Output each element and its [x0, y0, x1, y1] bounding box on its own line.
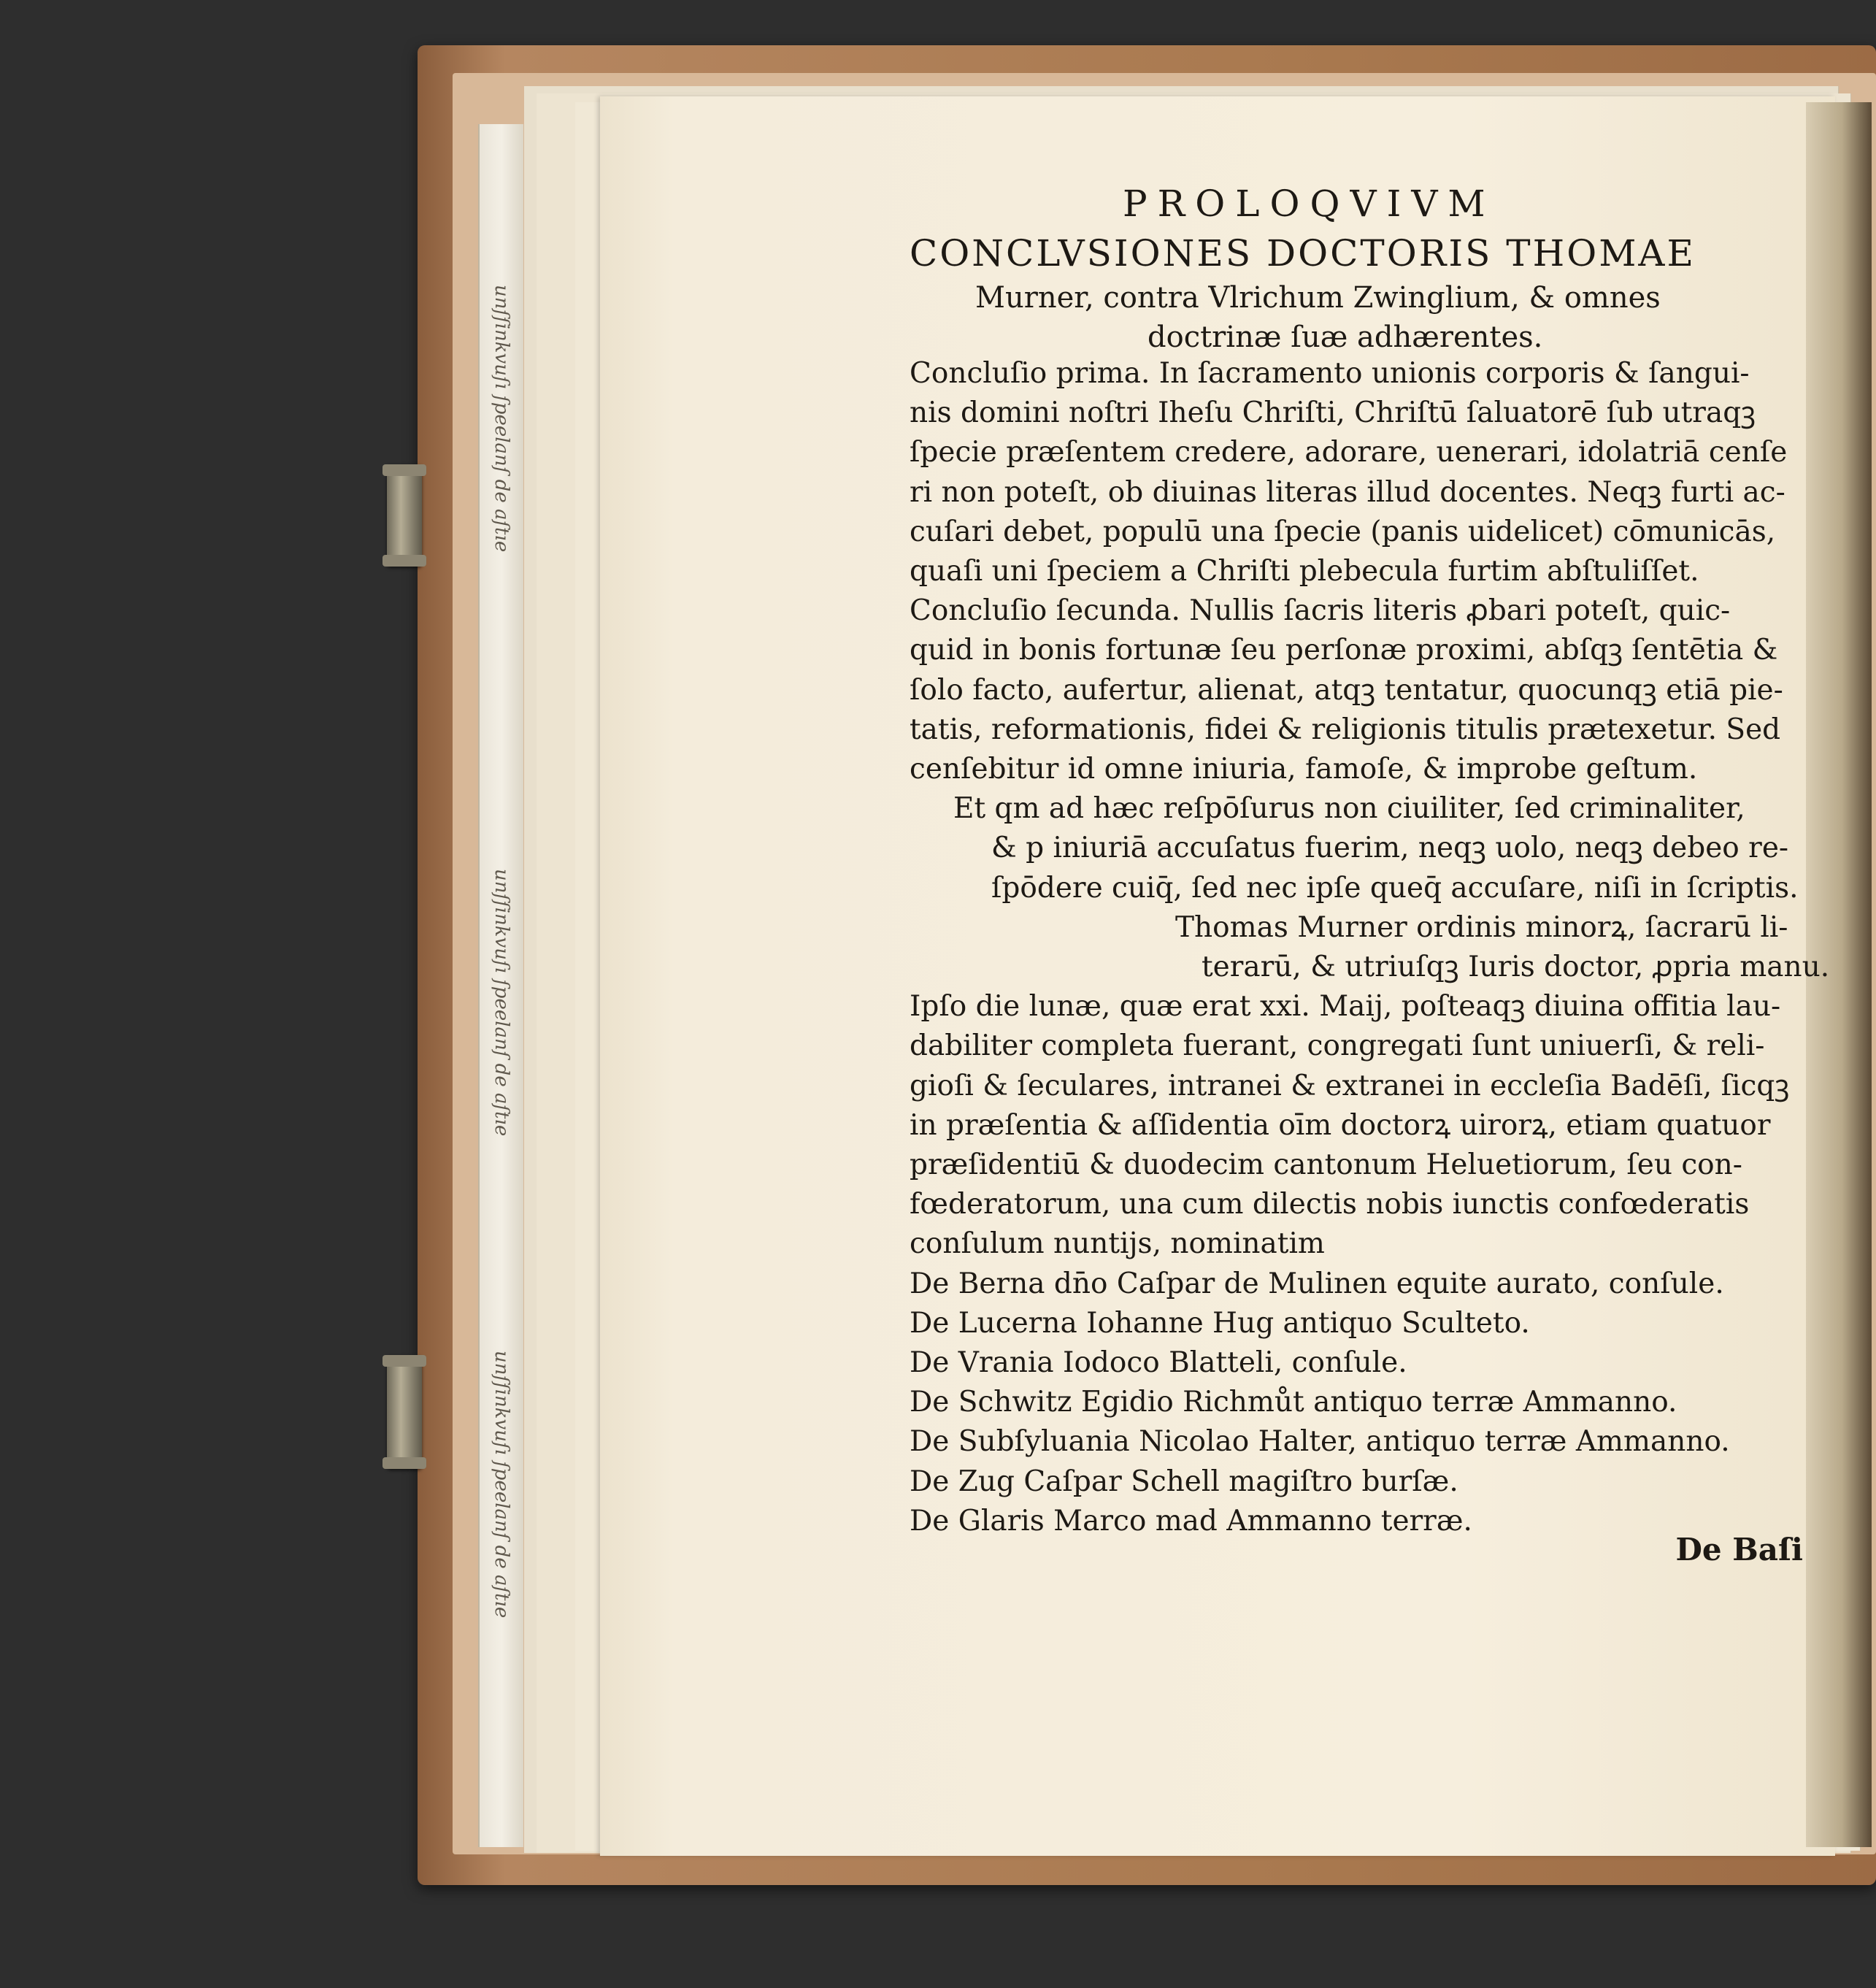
body-line: Concluſio ſecunda. Nullis ſacris literis ꝓbari poteſt, quic- [910, 594, 1731, 627]
body-line: cuſari debet, populū una ſpecie (panis uidelicet) cōmunicās, [910, 515, 1776, 548]
body-line: ſpōdere cuiq̄, ſed nec ipſe queq̄ accuſare, niſi in ſcriptis. [991, 872, 1799, 905]
body-line: ſolo facto, aufertur, alienat, atqꝫ tentatur, quocunqꝫ etiā pie- [910, 674, 1783, 707]
body-line: quaſi uni ſpeciem a Chriſti plebecula furtim abſtuliſſet. [910, 555, 1699, 588]
body-line: De Zug Caſpar Schell magiſtro burſæ. [910, 1465, 1458, 1498]
body-line: fœderatorum, una cum dilectis nobis iunctis confœderatis [910, 1188, 1750, 1221]
body-line: conſulum nuntijs, nominatim [910, 1227, 1325, 1260]
clasp-top [387, 464, 422, 567]
body-line: De Schwitz Egidio Richmůt antiquo terræ Ammanno. [910, 1386, 1677, 1419]
body-line: quid in bonis fortunæ ſeu perſonæ proximi, abſqꝫ ſentētia & [910, 634, 1778, 667]
spine-handwriting: unſſinkvuſı ſpeelanſ de aſtıe [491, 285, 512, 553]
body-line: in præſentia & aſſidentia oīm doctorꝝ uirorꝝ, etiam quatuor [910, 1109, 1771, 1142]
body-line: Concluſio prima. In ſacramento unionis corporis & ſangui- [910, 357, 1750, 390]
catchword: De Baſi [1675, 1532, 1803, 1567]
title-line: doctrinæ ſuæ adhærentes. [1147, 321, 1543, 354]
body-line: & p iniuriā accuſatus fuerim, neqꝫ uolo, neqꝫ debeo re- [991, 832, 1789, 864]
body-line: De Glaris Marco mad Ammanno terræ. [910, 1505, 1472, 1538]
body-line: De Berna dn̄o Caſpar de Mulinen equite aurato, conſule. [910, 1267, 1724, 1300]
body-line: Thomas Murner ordinis minorꝝ, ſacrarū li- [1175, 911, 1788, 944]
spine-handwriting: unſſinkvuſı ſpeelanſ de aſtıe [491, 869, 512, 1137]
body-line: gioſi & ſeculares, intranei & extranei in eccleſia Badēſi, ſicqꝫ [910, 1070, 1790, 1102]
body-line: De Lucerna Iohanne Hug antiquo Sculteto. [910, 1307, 1530, 1340]
body-line: ſpecie præſentem credere, adorare, uenerari, idolatriā cenſe [910, 436, 1788, 469]
body-line: cenſebitur id omne iniuria, famoſe, & improbe geſtum. [910, 753, 1698, 786]
body-line: præſidentiū & duodecim cantonum Heluetiorum, ſeu con- [910, 1148, 1742, 1181]
body-line: Ipſo die lunæ, quæ erat xxi. Maij, poſteaqꝫ diuina offitia lau- [910, 990, 1781, 1023]
clasp-bottom [387, 1355, 422, 1469]
body-line: dabiliter completa fuerant, congregati ſunt uniuerſi, & reli- [910, 1029, 1765, 1062]
body-line: ri non poteſt, ob diuinas literas illud docentes. Neqꝫ furti ac- [910, 476, 1785, 509]
body-line: De Vrania Iodoco Blatteli, conſule. [910, 1346, 1407, 1379]
body-line: nis domini noſtri Iheſu Chriſti, Chriſtū ſaluatorē ſub utraqꝫ [910, 396, 1756, 429]
body-line: tatis, reformationis, fidei & religionis titulis prætexetur. Sed [910, 713, 1781, 746]
title-line: Murner, contra Vlrichum Zwinglium, & omnes [975, 281, 1661, 315]
spine-handwriting: unſſinkvuſı ſpeelanſ de aſtıe [491, 1351, 512, 1619]
page-subheading: CONCLVSIONES DOCTORIS THOMAE [910, 232, 1696, 275]
body-line: Et qm ad hæc reſpōſurus non ciuiliter, ſed criminaliter, [953, 792, 1745, 825]
body-line: terarū, & utriuſqꝫ Iuris doctor, ꝓpria manu. [1202, 951, 1830, 983]
page-heading: PROLOQVIVM [1123, 183, 1496, 225]
body-line: De Subſyluania Nicolao Halter, antiquo terræ Ammanno. [910, 1425, 1730, 1458]
